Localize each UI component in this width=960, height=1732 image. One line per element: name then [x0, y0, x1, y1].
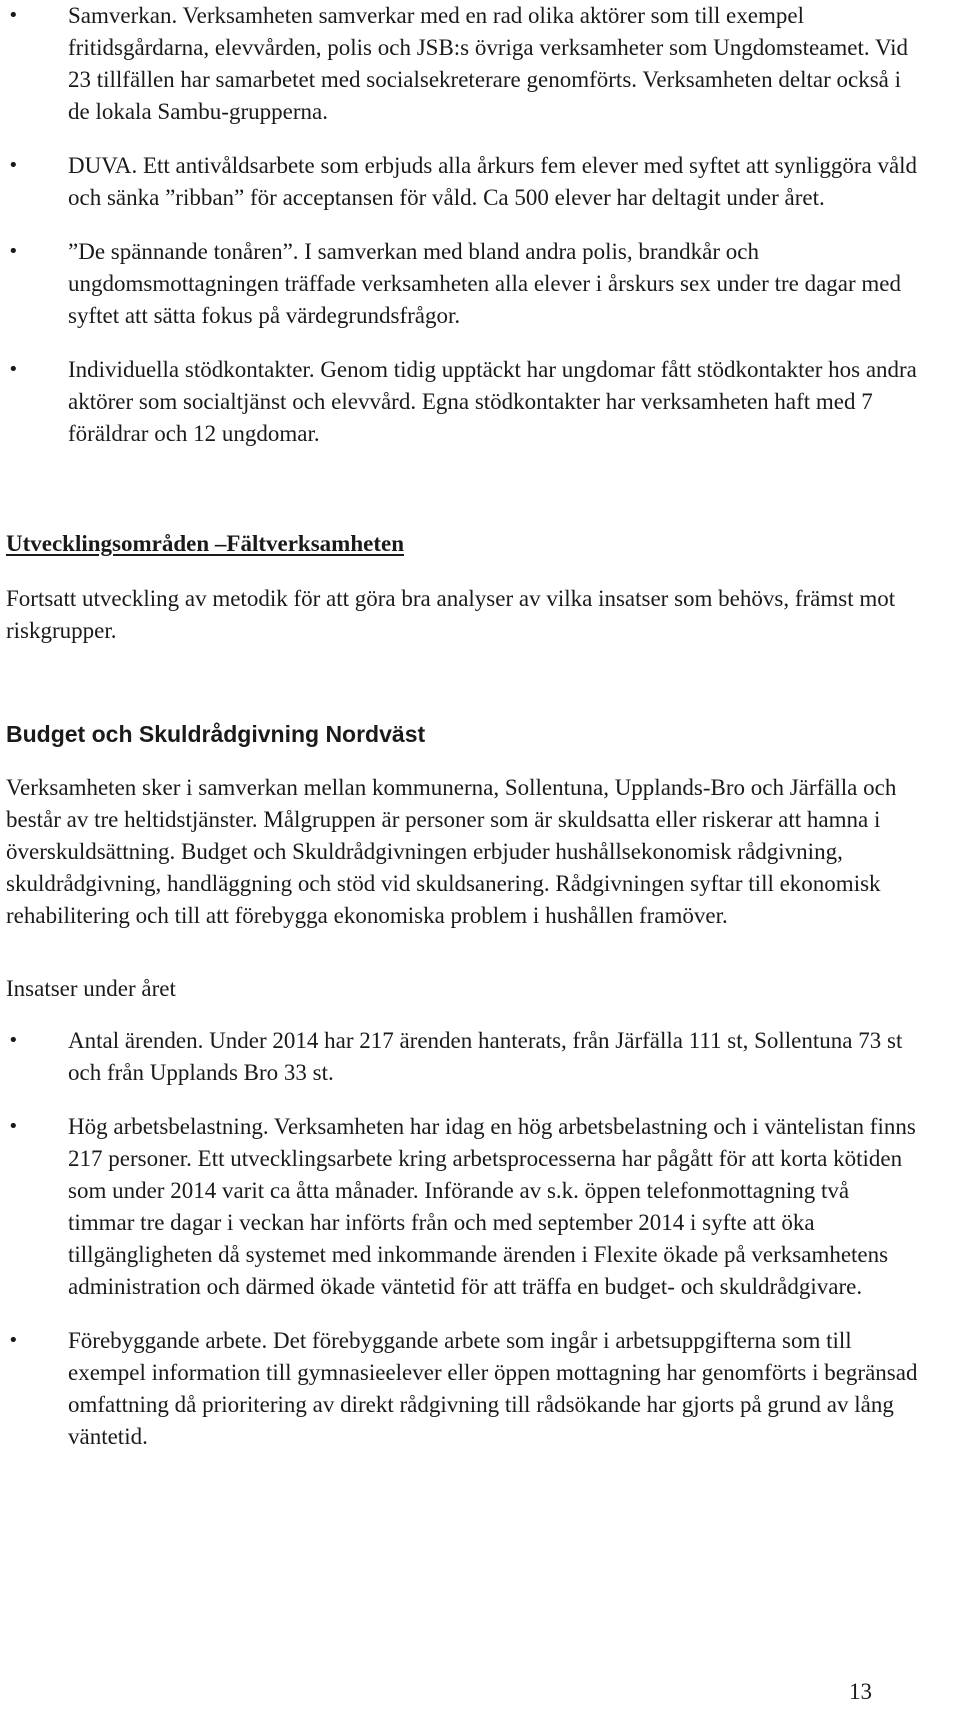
list-item-text: Hög arbetsbelastning. Verksamheten har idag en hög arbetsbelastning och i väntelistan finns 217 personer. Ett utvecklingsarbete kring arbetsprocesserna har pågått för att korta kötiden som under 2014 varit ca åtta månader. Införande av s.k. öppen telefonmottagning två timmar tre dagar i veckan har införts från och med september 2014 i syfte att öka tillgängligheten då systemet med inkommande ärenden i Flexite ökade på verksamhetens administration och därmed ökade väntetid för att träffa en budget- och skuldrådgivare.: [68, 1114, 916, 1299]
list-item: [0, 1025, 960, 1089]
bullet-icon: •: [8, 1330, 19, 1351]
list-item-text: ”De spännande tonåren”. I samverkan med bland andra polis, brandkår och ungdomsmottagningen träffade verksamheten alla elever i årskurs sex under tre dagar med syftet att sätta fokus på värdegrundsfrågor.: [68, 239, 902, 328]
budget-bullet-list: [0, 1025, 960, 1453]
list-item: [0, 354, 960, 450]
bullet-icon: •: [8, 1116, 19, 1137]
paragraph-utveckling: Fortsatt utveckling av metodik för att göra bra analyser av vilka insatser som behövs, främst mot riskgrupper.: [6, 586, 896, 643]
bullet-icon: •: [8, 1030, 19, 1051]
page-number: 13: [849, 1679, 872, 1704]
list-item-text: Antal ärenden. Under 2014 har 217 ärenden hanterats, från Järfälla 111 st, Sollentuna 73 st och från Upplands Bro 33 st.: [68, 1028, 903, 1085]
list-item-text: Förebyggande arbete. Det förebyggande arbete som ingår i arbetsuppgifterna som till exempel information till gymnasieelever eller öppen mottagning har genomförts i begränsad omfattning då prioritering av direkt rådgivning till rådsökande har gjorts på grund av lång väntetid.: [68, 1328, 918, 1449]
subheading-insatser: Insatser under året: [6, 976, 176, 1001]
paragraph-budget: Verksamheten sker i samverkan mellan kommunerna, Sollentuna, Upplands-Bro och Järfälla och består av tre heltidstjänster. Målgruppen är personer som är skuldsatta eller riskerar att hamna i överskuldsättning. Budget och Skuldrådgivningen erbjuder hushållsekonomisk rådgivning, skuldrådgivning, handläggning och stöd vid skuldsanering. Rådgivningen syftar till ekonomisk rehabilitering och till att förebygga ekonomiska problem i hushållen framöver.: [6, 775, 897, 928]
list-item: [0, 236, 960, 332]
list-item: [0, 1111, 960, 1303]
list-item: [0, 0, 960, 128]
bullet-icon: •: [8, 5, 19, 26]
bullet-icon: •: [8, 241, 19, 262]
list-item: [0, 1325, 960, 1453]
section-heading-utveckling: Utvecklingsområden –Fältverksamheten: [6, 531, 404, 556]
list-item-text: Samverkan. Verksamheten samverkar med en rad olika aktörer som till exempel fritidsgårdarna, elevvården, polis och JSB:s övriga verksamheter som Ungdomsteamet. Vid 23 tillfällen har samarbetet med socialsekreterare genomförts. Verksamheten deltar också i de lokala Sambu-grupperna.: [68, 3, 909, 124]
bullet-icon: •: [8, 155, 19, 176]
section-heading-budget: Budget och Skuldrådgivning Nordväst: [6, 721, 426, 747]
list-item: [0, 150, 960, 214]
list-item-text: Individuella stödkontakter. Genom tidig upptäckt har ungdomar fått stödkontakter hos andra aktörer som socialtjänst och elevvård. Egna stödkontakter har verksamheten haft med 7 föräldrar och 12 ungdomar.: [68, 357, 917, 446]
list-item-text: DUVA. Ett antivåldsarbete som erbjuds alla årkurs fem elever med syftet att synliggöra våld och sänka ”ribban” för acceptansen för våld. Ca 500 elever har deltagit under året.: [68, 153, 918, 210]
bullet-icon: •: [8, 359, 19, 380]
top-bullet-list: [0, 0, 960, 450]
